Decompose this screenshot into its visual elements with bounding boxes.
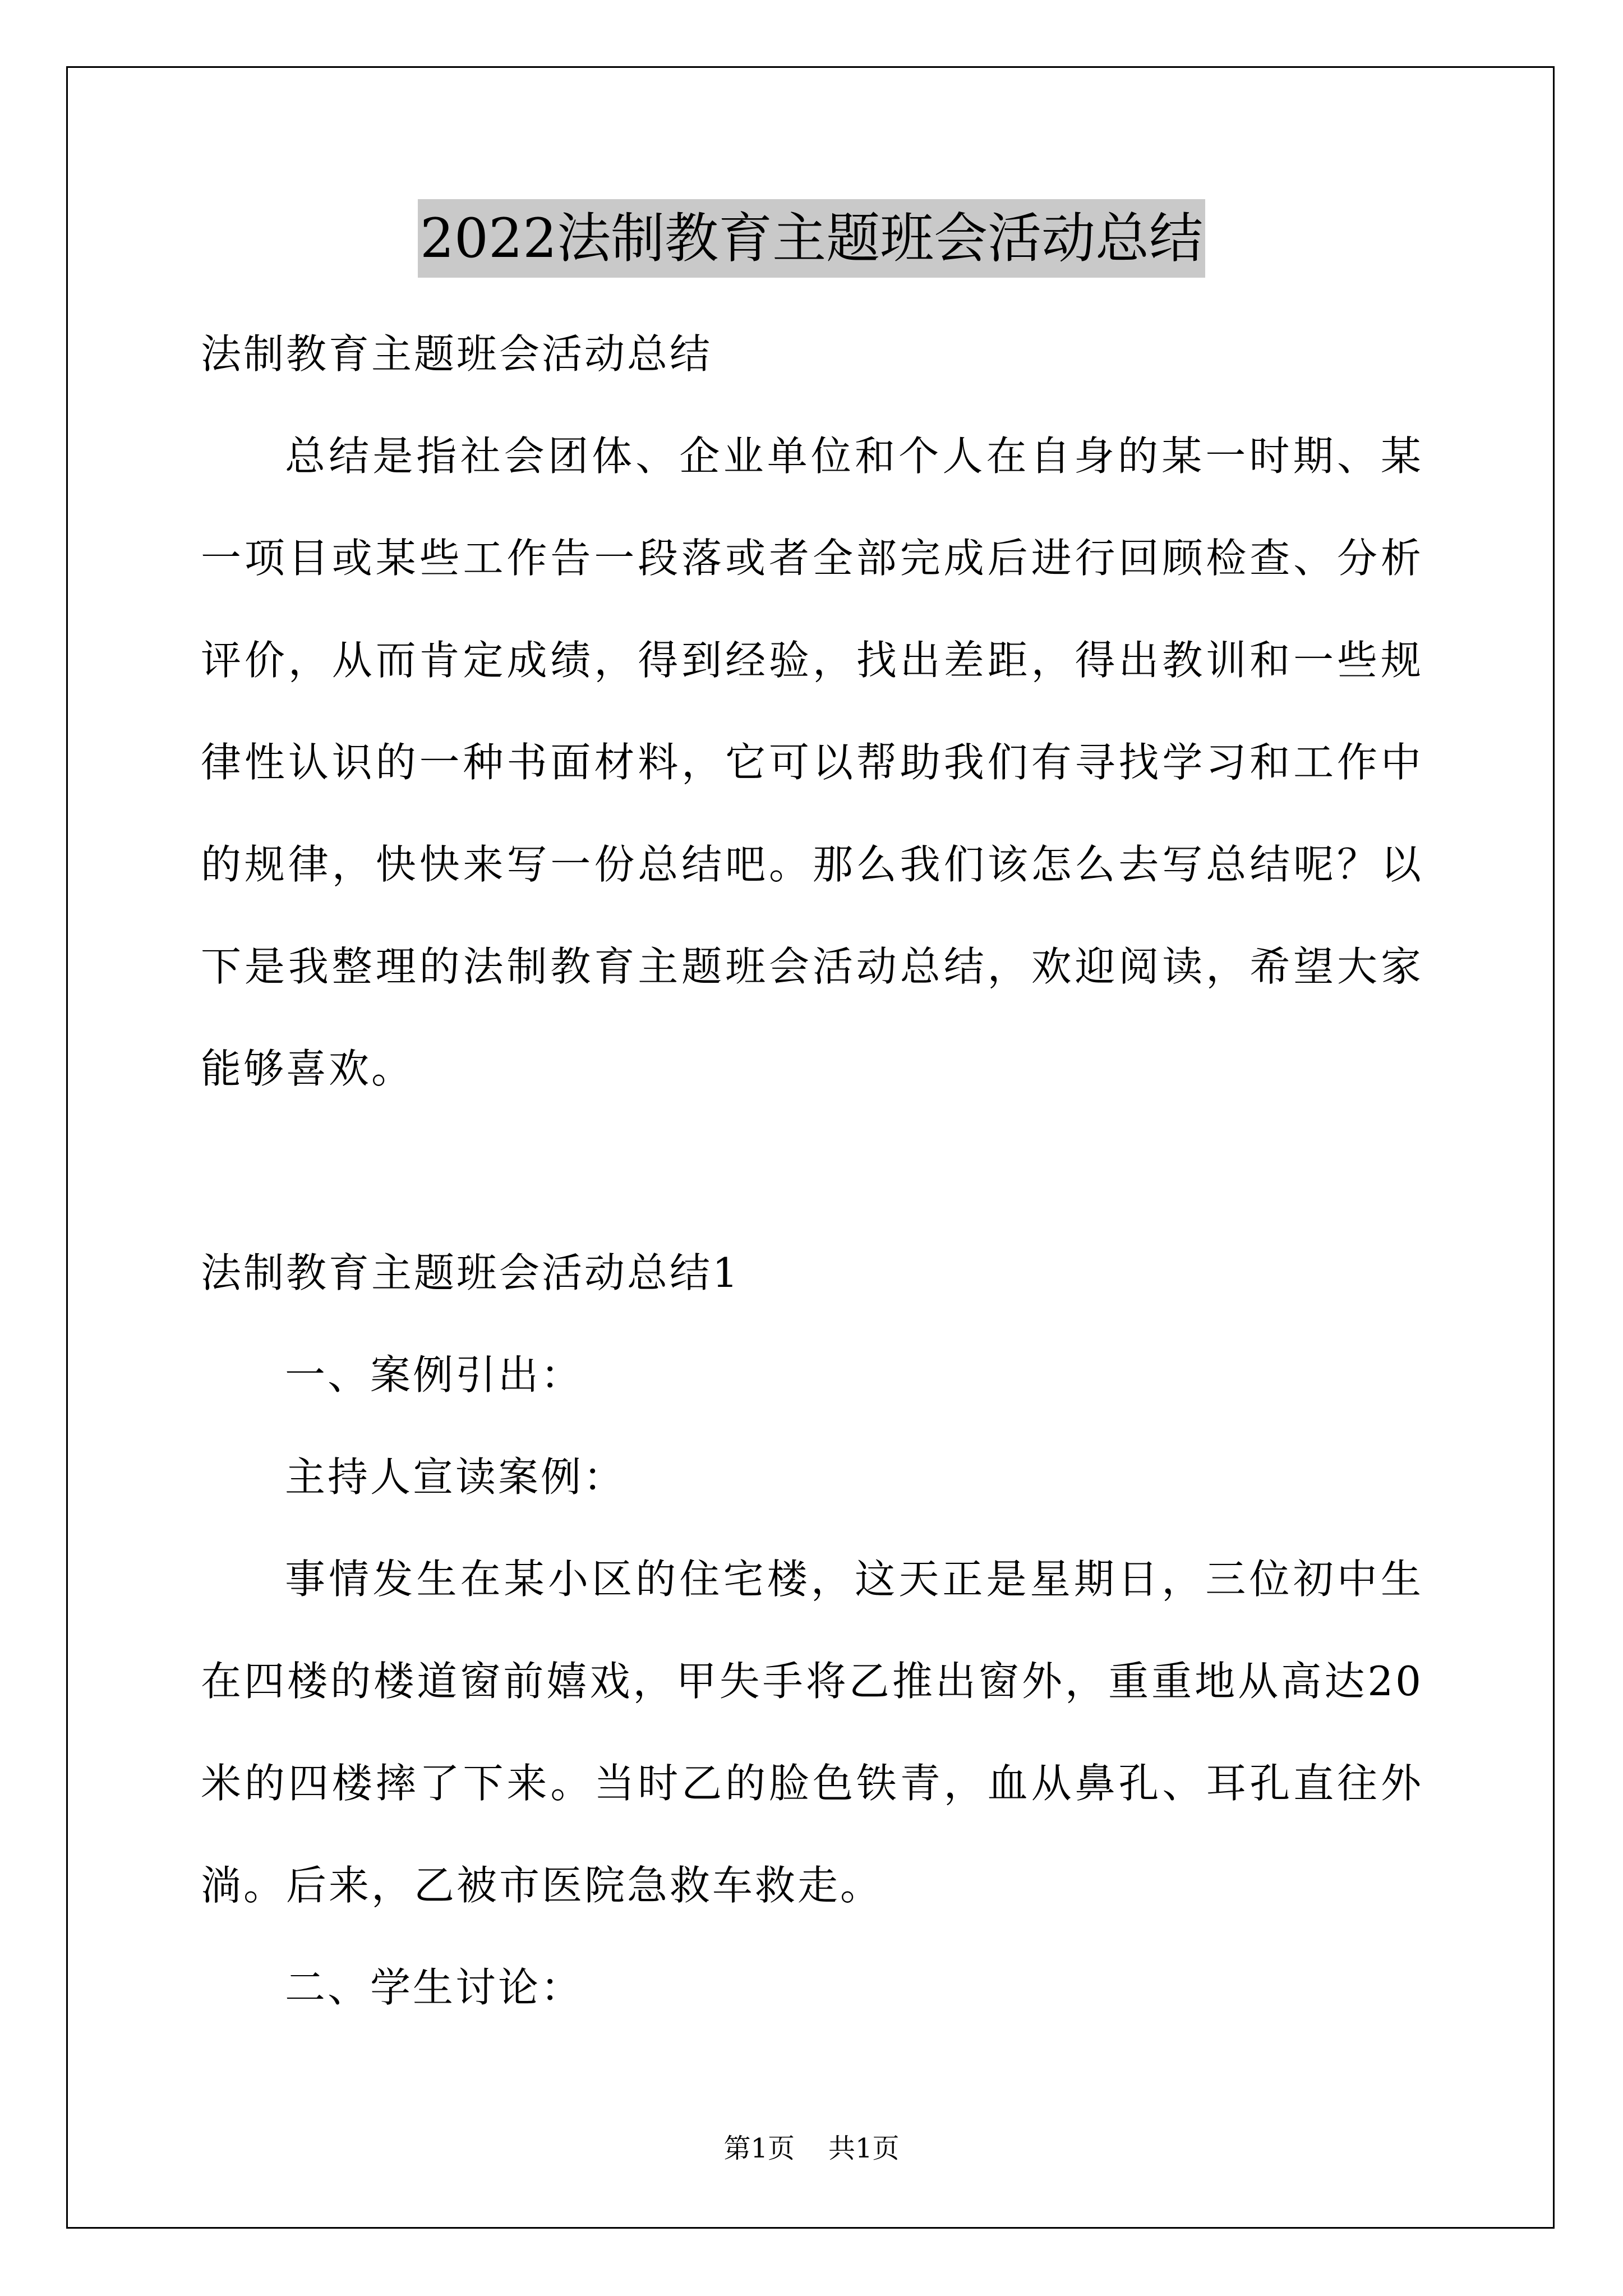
subtitle-paragraph: 法制教育主题班会活动总结 (201, 330, 713, 378)
section-heading: 法制教育主题班会活动总结1 (201, 1249, 740, 1296)
document-title: 2022法制教育主题班会活动总结 (418, 199, 1205, 278)
page-current: 第1页 (723, 2133, 795, 2164)
title-container (0, 199, 1623, 278)
host-reading-paragraph: 主持人宣读案例： (285, 1453, 626, 1501)
point-heading-2: 二、学生讨论： (285, 1964, 584, 2011)
point-heading-1: 一、案例引出： (285, 1351, 584, 1398)
document-body (201, 303, 1423, 2039)
page-total: 共1页 (828, 2133, 900, 2164)
case-paragraph: 事情发生在某小区的住宅楼，这天正是星期日，三位初中生在四楼的楼道窗前嬉戏，甲失手将乙推出窗外，重重地从高达20米的四楼摔了下来。当时乙的脸色铁青，血从鼻孔、耳孔直往外淌。后来，乙被市医院急救车救走。 (201, 1556, 1423, 1909)
page-footer (0, 2129, 1623, 2168)
blank-line (201, 1120, 1423, 1222)
intro-paragraph: 总结是指社会团体、企业单位和个人在自身的某一时期、某一项目或某些工作告一段落或者全部完成后进行回顾检查、分析评价，从而肯定成绩，得到经验，找出差距，得出教训和一些规律性认识的一种书面材料，它可以帮助我们有寻找学习和工作中的规律，快快来写一份总结吧。那么我们该怎么去写总结呢？以下是我整理的法制教育主题班会活动总结，欢迎阅读，希望大家能够喜欢。 (201, 432, 1423, 1092)
